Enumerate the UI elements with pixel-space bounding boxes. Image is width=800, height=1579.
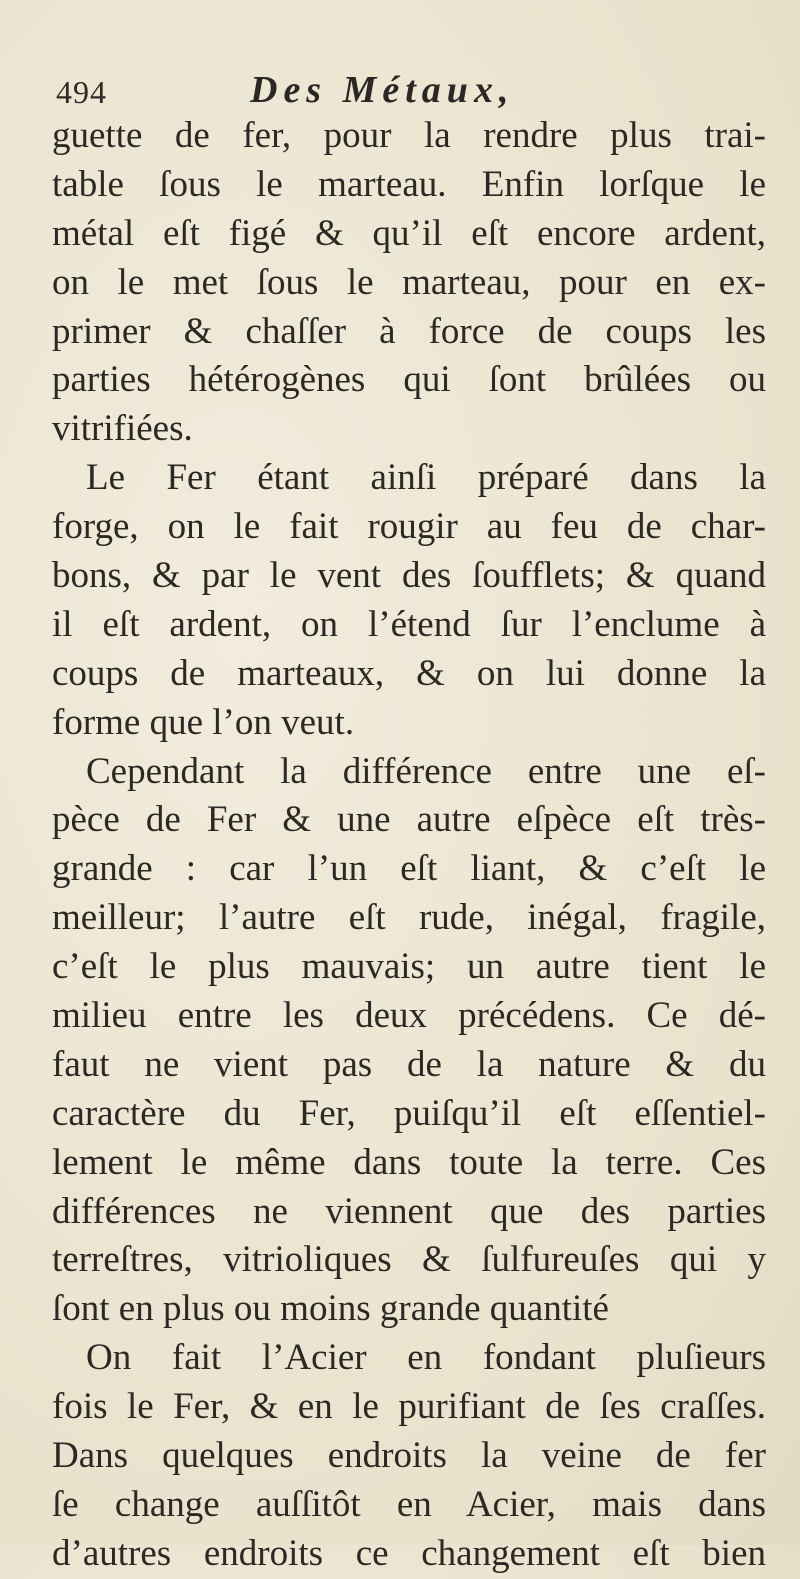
text-line: forge, on le fait rougir au feu de char- — [52, 506, 766, 548]
text-line: on le met ſous le marteau, pour en ex- — [52, 261, 766, 303]
text-line: primer & chaſſer à force de coups les — [52, 310, 766, 352]
text-line: guette de fer, pour la rendre plus trai- — [52, 115, 766, 156]
text-line: c’eſt le plus mauvais; un autre tient le — [52, 946, 766, 988]
text-line: parties hétérogènes qui ſont brûlées ou — [52, 359, 766, 401]
text-line: bons, & par le vent des ſoufflets; & quand — [52, 555, 766, 597]
running-head: Des Métaux, — [250, 69, 515, 111]
page-header — [52, 66, 612, 116]
text-line: ſont en plus ou moins grande quantité — [52, 1288, 609, 1330]
text-line: Dans quelques endroits la veine de fer — [52, 1435, 766, 1477]
text-line: caractère du Fer, puiſqu’il eſt eſſentiel- — [52, 1092, 766, 1134]
text-line: Cependant la différence entre une eſ- — [86, 750, 766, 792]
text-line: meilleur; l’autre eſt rude, inégal, fragile, — [52, 897, 766, 939]
text-line: On fait l’Acier en fondant pluſieurs — [86, 1337, 766, 1379]
text-line: coups de marteaux, & on lui donne la — [52, 652, 766, 694]
text-line: pèce de Fer & une autre eſpèce eſt très- — [52, 799, 766, 841]
text-line: lement le même dans toute la terre. Ces — [52, 1141, 766, 1183]
body-text — [52, 112, 766, 1579]
text-line: grande : car l’un eſt liant, & c’eſt le — [52, 848, 766, 890]
text-line: faut ne vient pas de la nature & du — [52, 1043, 766, 1085]
text-line: d’autres endroits ce changement eſt bien — [52, 1532, 766, 1574]
text-line: Le Fer étant ainſi préparé dans la — [86, 457, 766, 499]
text-line: ſe change auſſitôt en Acier, mais dans — [52, 1483, 766, 1525]
text-line: terreſtres, vitrioliques & ſulfureuſes qui y — [52, 1239, 766, 1281]
text-line: table ſous le marteau. Enfin lorſque le — [52, 163, 766, 205]
page-number: 494 — [56, 74, 107, 110]
text-line: il eſt ardent, on l’étend ſur l’enclume à — [52, 603, 766, 645]
text-line: différences ne viennent que des parties — [52, 1190, 766, 1232]
text-line: forme que l’on veut. — [52, 701, 355, 743]
text-line: métal eſt figé & qu’il eſt encore ardent, — [52, 212, 766, 254]
text-line: fois le Fer, & en le purifiant de ſes craſſes. — [52, 1386, 766, 1428]
text-line: vitrifiées. — [52, 408, 193, 450]
text-line: milieu entre les deux précédens. Ce dé- — [52, 995, 766, 1037]
